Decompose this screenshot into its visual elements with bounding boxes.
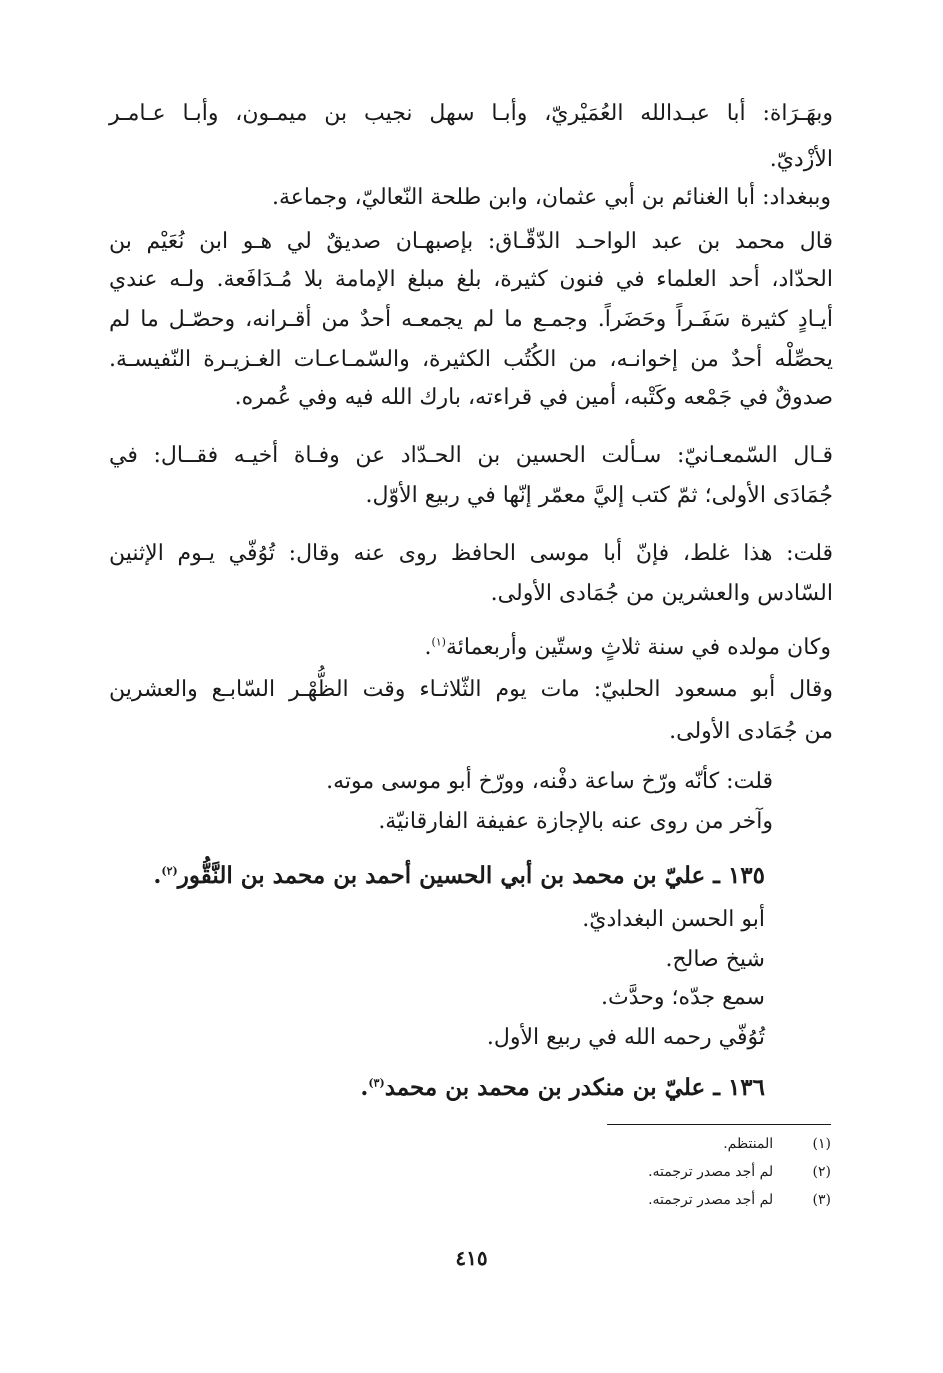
quote-line-4: يحصِّلْه أحدٌ من إخوانـه، من الكُتُب الكثيرة، والسّمـاعـات الغـزيـرة النّفيسـة. (109, 347, 833, 372)
samani-line-1: قـال السّمعـانيّ: سـألت الحسين بن الحـدّاد عن وفـاة أخيـه فقــال: في (109, 443, 833, 468)
qultu-line-2: السّادس والعشرين من جُمَادى الأولى. (490, 581, 833, 606)
footnote-1-number: (١) (812, 1136, 831, 1152)
footnote-2-number: (٢) (812, 1164, 831, 1180)
halabi-line-2: من جُمَادى الأولى. (669, 719, 833, 744)
quote-line-5: صدوقٌ في جَمْعه وكَتْبه، أمين في قراءته، بارك الله فيه وفي عُمره. (234, 385, 833, 410)
entry-136-period: . (360, 1074, 369, 1101)
entry-135-period: . (153, 862, 162, 889)
herat-line-1: وبهَـرَاة: أبا عبـدالله العُمَيْريّ، وأبـا سهل نجيب بن ميمـون، وأبـا عـامـر (109, 101, 833, 126)
halabi-line-1: وقال أبو مسعود الحلبيّ: مات يوم الثّلاثـاء وقت الظُّهْـر السّابـع والعشرين (109, 677, 833, 702)
quote-line-3: أيـادٍ كثيرة سَفَـراً وحَضَراً. وجمـع ما لم يجمعـه أحدٌ من أقـرانه، وحصّـل ما لم (109, 307, 833, 332)
entry-135-heading (153, 858, 765, 894)
quote-line-2: الحدّاد، أحد العلماء في فنون كثيرة، بلغ مبلغ الإمامة بلا مُـدَافَعة. ولـه عندي (109, 267, 833, 292)
footnote-2-text: لم أجد مصدر ترجمته. (648, 1164, 774, 1180)
entry-135-desc: شيخ صالح. (665, 947, 765, 972)
entry-136-title: ١٣٦ ـ عليّ بن منكدر بن محمد بن محمد (384, 1074, 765, 1101)
birth-line (424, 630, 831, 666)
birth-text: وكان مولده في سنة ثلاثٍ وستّين وأربعمائة (445, 635, 831, 660)
samani-line-2: جُمَادَى الأولى؛ ثمّ كتب إليَّ معمّر إنّها في ربيع الأوّل. (365, 483, 833, 508)
entry-136-heading (360, 1070, 765, 1106)
footnote-2 (648, 1161, 831, 1183)
qultu2-line-1: قلت: كأنّه ورّخ ساعة دفْنه، وورّخ أبو موسى موته. (326, 769, 773, 794)
footnote-1-text: المنتظم. (723, 1136, 774, 1152)
qultu-line-1: قلت: هذا غلط، فإنّ أبا موسى الحافظ روى عنه وقال: تُوُفّي يـوم الإثنين (109, 541, 833, 566)
birth-period: . (424, 635, 432, 660)
entry-135-heard: سمع جدّه؛ وحدَّث. (601, 985, 765, 1010)
footnote-3 (648, 1189, 831, 1211)
footnote-divider (607, 1124, 831, 1125)
entry-135-death: تُوُفّي رحمه الله في ربيع الأول. (486, 1025, 765, 1050)
qultu2-line-2: وآخر من روى عنه بالإجازة عفيفة الفارقانيّة. (378, 809, 773, 834)
footnote-ref-3: (٣) (368, 1076, 385, 1090)
quote-line-1: قال محمد بن عبد الواحـد الدّقّـاق: بإصبهـان صديقٌ لي هـو ابن نُعَيْم بن (109, 229, 833, 254)
entry-135-title: ١٣٥ ـ عليّ بن محمد بن أبي الحسين أحمد بن محمد بن النَّقُّور (177, 862, 765, 889)
footnote-ref-2: (٢) (161, 864, 178, 878)
footnote-3-text: لم أجد مصدر ترجمته. (648, 1192, 774, 1208)
baghdad-line: وببغداد: أبا الغنائم بن أبي عثمان، وابن طلحة النّعاليّ، وجماعة. (271, 185, 831, 210)
footnote-3-number: (٣) (812, 1192, 831, 1208)
entry-135-kunya: أبو الحسن البغداديّ. (582, 907, 765, 932)
herat-line-2: الأزْديّ. (769, 147, 833, 172)
footnote-ref-1: (١) (431, 635, 446, 649)
page-number: ٤١٥ (455, 1246, 488, 1270)
footnote-1 (723, 1133, 831, 1155)
